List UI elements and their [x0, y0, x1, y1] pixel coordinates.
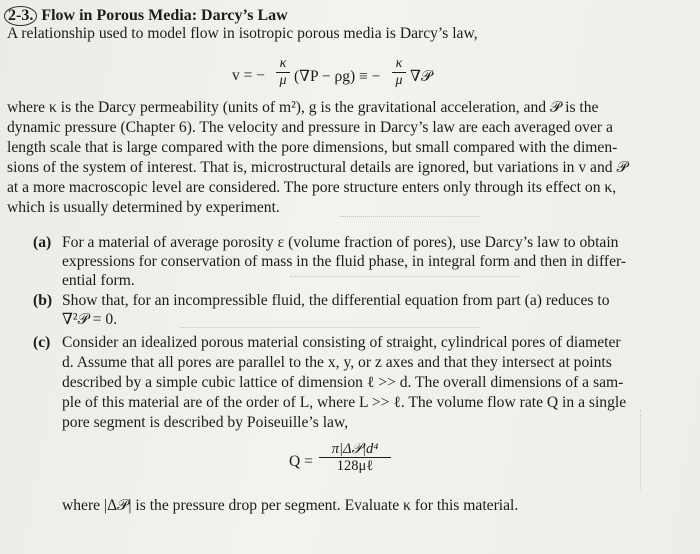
paragraph-line: at a more macroscopic level are considered. The pore structure enters only through its effect on κ,: [7, 179, 617, 196]
eq1-frac2-numerator: κ: [395, 56, 403, 71]
part-a-line: ential form.: [62, 272, 135, 289]
eq1-frac1-numerator: κ: [279, 56, 287, 71]
pencil-scribble: [180, 313, 480, 328]
eq1-frac1-denominator: μ: [279, 73, 287, 88]
part-a-label: (a): [33, 234, 52, 251]
poiseuille-equation: [289, 441, 409, 485]
pencil-scribble: [340, 200, 480, 217]
closing-text: where |Δ𝒫| is the pressure drop per segment. Evaluate κ for this material.: [62, 497, 519, 514]
darcy-law-equation: [232, 56, 472, 96]
pencil-scribble: [290, 262, 520, 277]
problem-heading: [4, 6, 288, 26]
eq1-rhs: ∇𝒫: [410, 68, 432, 85]
paragraph-line: length scale that is large compared with the pore dimensions, but small compared with the dimen-: [7, 139, 618, 156]
part-c-label: (c): [33, 334, 51, 351]
problem-title: Flow in Porous Media: Darcy’s Law: [41, 7, 288, 24]
eq1-frac2-denominator: μ: [395, 73, 403, 88]
eq1-fraction-2: [392, 56, 406, 89]
pencil-scribble: [640, 410, 681, 490]
paragraph-line: which is usually determined by experiment.: [7, 199, 280, 216]
eq1-fraction-1: [276, 56, 290, 89]
eq2-denominator: 128μℓ: [336, 458, 374, 474]
part-c-line: Consider an idealized porous material consisting of straight, cylindrical pores of diameter: [62, 334, 621, 351]
paragraph-line: sions of the system of interest. That is, microstructural details are ignored, but variations in v and 𝒫: [7, 159, 628, 176]
part-c-line: pore segment is described by Poiseuille’s law,: [62, 414, 349, 431]
eq2-fraction: [319, 441, 391, 474]
intro-text: A relationship used to model flow in isotropic porous media is Darcy’s law,: [7, 25, 478, 42]
part-a-line: For a material of average porosity ε (volume fraction of pores), use Darcy’s law to obtain: [62, 234, 619, 251]
paragraph-line: where κ is the Darcy permeability (units of m²), g is the gravitational acceleration, and 𝒫 is the: [7, 99, 599, 116]
problem-number: 2-3.: [4, 6, 37, 26]
part-b-line: Show that, for an incompressible fluid, the differential equation from part (a) reduces to: [62, 292, 610, 309]
paragraph-line: dynamic pressure (Chapter 6). The velocity and pressure in Darcy’s law are each averaged over a: [7, 119, 613, 136]
part-c-line: described by a simple cubic lattice of dimension ℓ >> d. The overall dimensions of a sam-: [62, 374, 624, 391]
eq2-lhs: Q =: [289, 453, 313, 470]
part-c-line: d. Assume that all pores are parallel to the x, y, or z axes and that they intersect at points: [62, 354, 612, 371]
part-b-line: ∇²𝒫 = 0.: [62, 311, 118, 328]
eq2-numerator: π|Δ𝒫|d⁴: [331, 441, 379, 457]
eq1-middle: (∇P − ρg) ≡ −: [294, 68, 381, 85]
part-b-label: (b): [33, 292, 53, 309]
eq1-lhs: v = −: [232, 67, 265, 84]
part-c-line: ple of this material are of the order of L, where L >> ℓ. The volume flow rate Q in a single: [62, 394, 627, 411]
part-a-line: expressions for conservation of mass in the fluid phase, in integral form and then in differ-: [62, 253, 627, 270]
